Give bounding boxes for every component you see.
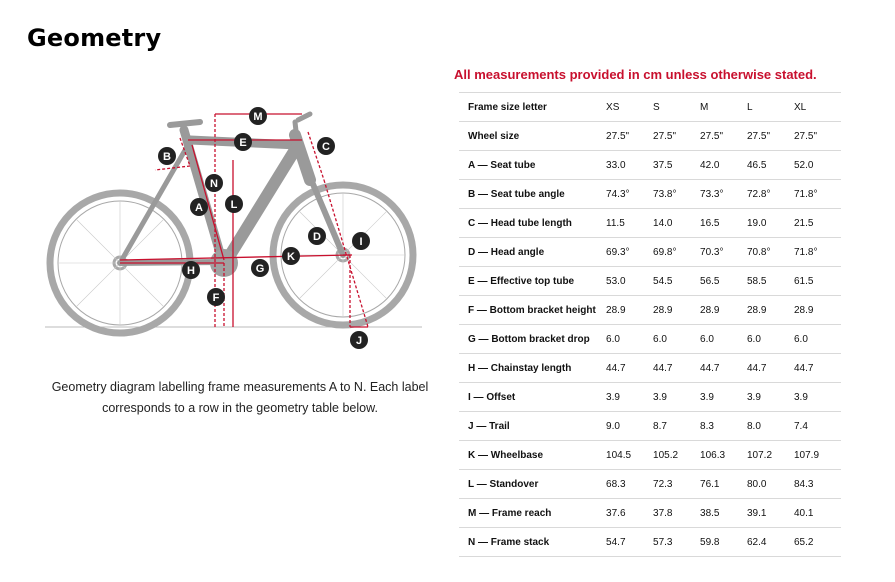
page-title: Geometry (27, 24, 162, 52)
svg-text:B: B (163, 151, 171, 163)
table-body (459, 122, 841, 557)
table-cell: 6.0 (794, 325, 841, 354)
table-cell: 71.8° (794, 180, 841, 209)
label-j (350, 331, 368, 349)
table-cell: 27.5" (606, 122, 653, 151)
table-cell: 73.3° (700, 180, 747, 209)
table-cell: 28.9 (653, 296, 700, 325)
row-label: Wheel size (459, 122, 606, 151)
bike-geometry-diagram (40, 100, 430, 350)
table-cell: 70.3° (700, 238, 747, 267)
diagram-caption: Geometry diagram labelling frame measurements A to N. Each label corresponds to a row in the geometry table below. (51, 380, 429, 415)
row-label: N — Frame stack (459, 528, 606, 557)
table-row (459, 267, 841, 296)
table-cell: 59.8 (700, 528, 747, 557)
table-cell: 62.4 (747, 528, 794, 557)
table-cell: 37.5 (653, 151, 700, 180)
table-row (459, 441, 841, 470)
table-cell: 28.9 (747, 296, 794, 325)
table-cell: 44.7 (794, 354, 841, 383)
table-cell: 6.0 (747, 325, 794, 354)
table-cell: 38.5 (700, 499, 747, 528)
table-cell: 37.8 (653, 499, 700, 528)
table-cell: 54.5 (653, 267, 700, 296)
svg-text:C: C (322, 141, 330, 153)
table-cell: 14.0 (653, 209, 700, 238)
table-cell: 106.3 (700, 441, 747, 470)
label-c (317, 137, 335, 155)
table-row (459, 412, 841, 441)
table-cell: 58.5 (747, 267, 794, 296)
row-label: B — Seat tube angle (459, 180, 606, 209)
table-cell: 57.3 (653, 528, 700, 557)
table-cell: 8.3 (700, 412, 747, 441)
table-cell: 107.2 (747, 441, 794, 470)
table-cell: 27.5" (794, 122, 841, 151)
table-cell: 42.0 (700, 151, 747, 180)
table-row (459, 238, 841, 267)
table-row (459, 325, 841, 354)
table-cell: 73.8° (653, 180, 700, 209)
row-label: A — Seat tube (459, 151, 606, 180)
table-row (459, 499, 841, 528)
table-row (459, 354, 841, 383)
label-m (249, 107, 267, 125)
label-i (352, 232, 370, 250)
table-cell: 53.0 (606, 267, 653, 296)
table-row (459, 122, 841, 151)
size-header: S (653, 93, 700, 122)
table-cell: 27.5" (747, 122, 794, 151)
table-cell: 28.9 (700, 296, 747, 325)
table-cell: 44.7 (700, 354, 747, 383)
table-cell: 65.2 (794, 528, 841, 557)
svg-text:H: H (187, 265, 195, 277)
table-cell: 107.9 (794, 441, 841, 470)
table-cell: 3.9 (700, 383, 747, 412)
svg-text:A: A (195, 202, 203, 214)
svg-text:L: L (230, 199, 238, 211)
row-label: E — Effective top tube (459, 267, 606, 296)
table-cell: 3.9 (653, 383, 700, 412)
table-cell: 52.0 (794, 151, 841, 180)
table-cell: 71.8° (794, 238, 841, 267)
table-cell: 69.8° (653, 238, 700, 267)
svg-text:D: D (313, 231, 321, 243)
table-cell: 7.4 (794, 412, 841, 441)
table-cell: 27.5" (653, 122, 700, 151)
table-row (459, 383, 841, 412)
row-label: C — Head tube length (459, 209, 606, 238)
table-cell: 28.9 (794, 296, 841, 325)
row-label: G — Bottom bracket drop (459, 325, 606, 354)
table-cell: 28.9 (606, 296, 653, 325)
label-b (158, 147, 176, 165)
svg-text:I: I (359, 236, 363, 248)
table-cell: 84.3 (794, 470, 841, 499)
table-row (459, 180, 841, 209)
row-label: L — Standover (459, 470, 606, 499)
size-header: XL (794, 93, 841, 122)
label-g (251, 259, 269, 277)
size-header: M (700, 93, 747, 122)
table-cell: 74.3° (606, 180, 653, 209)
row-label: K — Wheelbase (459, 441, 606, 470)
label-l (225, 195, 243, 213)
table-cell: 6.0 (606, 325, 653, 354)
label-h (182, 261, 200, 279)
label-f (207, 288, 225, 306)
table-cell: 61.5 (794, 267, 841, 296)
table-cell: 46.5 (747, 151, 794, 180)
label-k (282, 247, 300, 265)
row-label: M — Frame reach (459, 499, 606, 528)
row-label: F — Bottom bracket height (459, 296, 606, 325)
size-header: XS (606, 93, 653, 122)
table-cell: 21.5 (794, 209, 841, 238)
row-label: D — Head angle (459, 238, 606, 267)
label-a (190, 198, 208, 216)
svg-text:E: E (239, 137, 247, 149)
table-cell: 39.1 (747, 499, 794, 528)
table-cell: 72.8° (747, 180, 794, 209)
measurement-note: All measurements provided in cm unless otherwise stated. (454, 67, 817, 82)
table-cell: 44.7 (747, 354, 794, 383)
row-label: I — Offset (459, 383, 606, 412)
table-cell: 3.9 (747, 383, 794, 412)
table-cell: 11.5 (606, 209, 653, 238)
table-cell: 68.3 (606, 470, 653, 499)
svg-text:G: G (255, 263, 265, 275)
table-cell: 8.0 (747, 412, 794, 441)
header-label: Frame size letter (459, 93, 606, 122)
svg-text:F: F (212, 292, 220, 304)
table-cell: 33.0 (606, 151, 653, 180)
table-cell: 6.0 (700, 325, 747, 354)
row-label: H — Chainstay length (459, 354, 606, 383)
svg-text:M: M (253, 111, 263, 123)
table-cell: 40.1 (794, 499, 841, 528)
table-cell: 16.5 (700, 209, 747, 238)
label-n (205, 174, 223, 192)
table-cell: 19.0 (747, 209, 794, 238)
table-cell: 6.0 (653, 325, 700, 354)
svg-text:N: N (210, 178, 218, 190)
geometry-table (459, 92, 841, 557)
table-cell: 37.6 (606, 499, 653, 528)
table-row (459, 209, 841, 238)
table-cell: 3.9 (794, 383, 841, 412)
table-cell: 80.0 (747, 470, 794, 499)
table-cell: 104.5 (606, 441, 653, 470)
label-d (308, 227, 326, 245)
table-cell: 56.5 (700, 267, 747, 296)
table-row (459, 151, 841, 180)
label-e (234, 133, 252, 151)
table-cell: 44.7 (653, 354, 700, 383)
table-cell: 69.3° (606, 238, 653, 267)
table-cell: 8.7 (653, 412, 700, 441)
row-label: J — Trail (459, 412, 606, 441)
table-cell: 44.7 (606, 354, 653, 383)
table-header-row (459, 93, 841, 122)
table-cell: 27.5" (700, 122, 747, 151)
table-cell: 70.8° (747, 238, 794, 267)
table-row (459, 528, 841, 557)
table-cell: 76.1 (700, 470, 747, 499)
table-row (459, 296, 841, 325)
table-cell: 3.9 (606, 383, 653, 412)
table-cell: 72.3 (653, 470, 700, 499)
svg-text:J: J (355, 335, 363, 347)
table-cell: 54.7 (606, 528, 653, 557)
size-header: L (747, 93, 794, 122)
table-cell: 105.2 (653, 441, 700, 470)
table-cell: 9.0 (606, 412, 653, 441)
svg-text:K: K (287, 251, 295, 263)
table-row (459, 470, 841, 499)
